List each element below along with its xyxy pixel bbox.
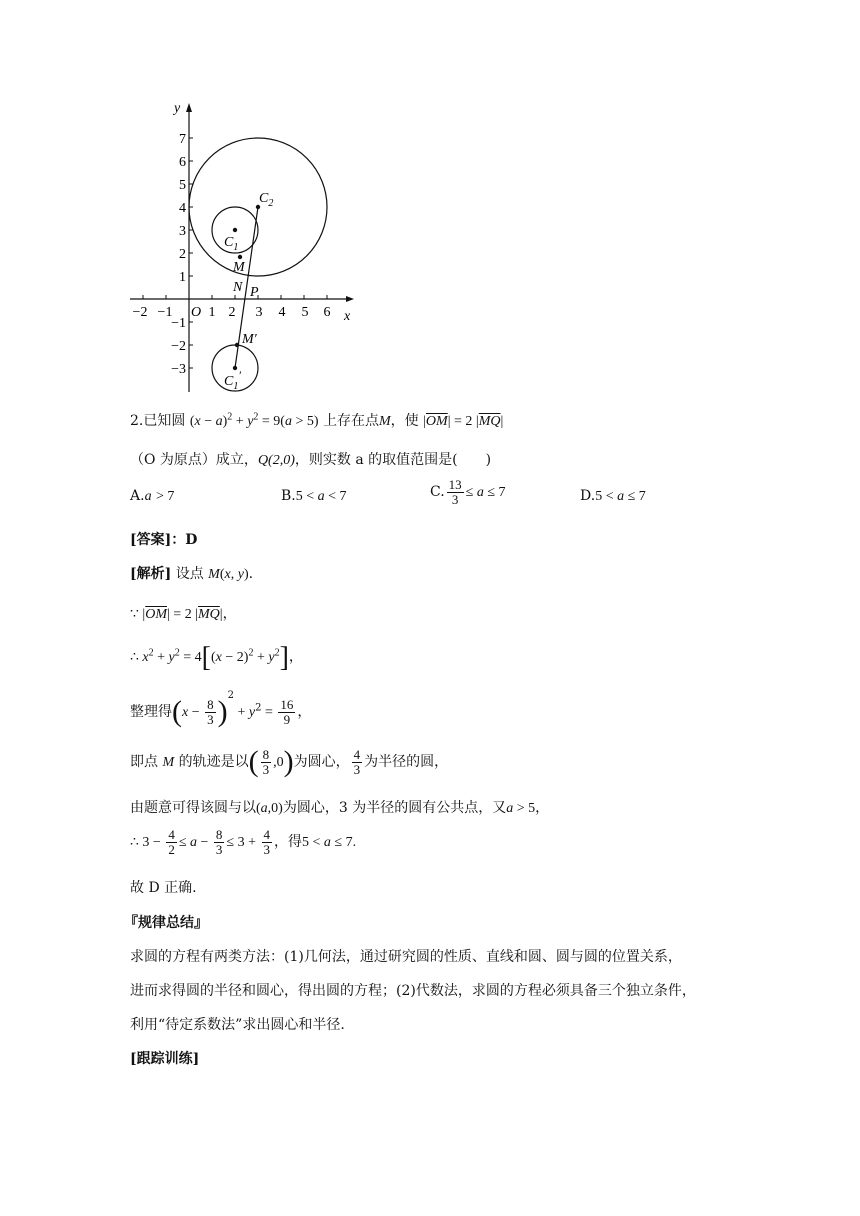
y-tick-label: 3 [179,224,186,239]
analysis-line2: ∵ $|\overline{OM}| = 2$ $|\overline{MQ}|$， [130,607,237,622]
analysis-conclusion: 故 D 正确. [130,880,197,896]
point-label-m: M [233,260,245,275]
point-label-c1: $C_1$ [224,235,239,253]
x-tick-label: 6 [323,305,331,320]
summary-line: 求圆的方程有两类方法：(1)几何法，通过研究圆的性质、直线和圆、圆与圆的位置关系， [130,949,682,965]
option-d[interactable]: D.5 < a ≤ 7 [580,488,646,504]
y-tick-label: 5 [179,178,186,193]
follow-up-title: [跟踪训练] [130,1051,200,1067]
answer-line: [答案]：D [130,532,198,548]
analysis-line4: 整理得(x − $\frac{8}{3}$ )$^2 + y^2$ = $\frac{16}{9}$ ， [130,690,312,728]
analysis-line6: 由题意可得该圆与以(a,0)为圆心，3 为半径的圆有公共点，又a > 5， [130,800,550,816]
x-tick-label: 2 [228,305,236,320]
axis-y-label: y [174,101,181,116]
y-tick-label: −1 [171,316,186,331]
y-tick-label: 7 [179,132,186,147]
point-m: M [378,414,391,429]
point-label-p: P [250,285,259,300]
point-label-c1-prime: $C_1'$ [224,368,241,392]
y-tick-label: 2 [179,247,186,262]
summary-line: 利用“待定系数法”求出圆心和半径. [130,1017,345,1033]
analysis-line3: ∴ $x^2 + y^2 = 4[(x - 2)^2 + y^2]$， [130,642,303,673]
point-label-m-prime: M′ [242,332,257,347]
summary-line: 进而求得圆的半径和圆心，得出圆的方程；(2)代数法，求圆的方程必须具备三个独立条件， [130,983,696,999]
problem-condition: 上存在点 [322,413,379,429]
problem-statement-line1: 2.已知圆 $(x - a)^2 + y^2 = 9(a > 5)$ 上存在点M，使 $|\overline{OM}| = 2$ $|\overline{MQ}|$ [130,411,504,429]
x-axis-arrow [346,296,354,302]
point-label-c2: $C_2$ [259,191,274,209]
analysis-label: [解析] [130,566,172,582]
option-c[interactable]: C. $\frac{13}{3}$ ≤ a ≤ 7 [430,477,506,507]
y-tick-label: −3 [171,362,186,377]
option-a[interactable]: A.a > 7 [130,488,175,504]
summary-title: 『规律总结』 [124,915,208,931]
y-tick-label: 4 [179,201,186,216]
analysis-line5: 即点 M 的轨迹是以( $\frac{8}{3}$ ,0)为圆心， $\frac{4}{3}$ 为半径的圆， [130,745,449,778]
y-tick-label: −2 [171,339,186,354]
x-tick-label: 5 [301,305,309,320]
option-b[interactable]: B.5 < a < 7 [281,488,347,504]
problem-ask: ，则实数 a 的取值范围是( ) [294,452,492,468]
problem-prefix: 2.已知圆 [130,413,186,429]
answer-value: D [185,532,198,548]
problem-statement-line2 [130,449,491,469]
analysis-line1: [解析] 设点 M(x, y). [130,566,254,582]
axis-x-label: x [344,309,351,324]
y-tick-label: 6 [179,155,186,170]
y-axis-arrow [186,103,192,112]
x-tick-label: −1 [157,305,173,320]
y-tick-label: 1 [179,270,186,285]
point-q: Q(2,0) [257,453,295,468]
analysis-line7: ∴ 3 − $\frac{4}{2}$ ≤ a − $\frac{8}{3}$ ≤ 3 + $\frac{4}{3}$ ，得5 < a ≤ 7. [130,827,357,857]
problem-comma: ，使 [390,413,419,429]
origin-label: O [191,305,202,320]
coordinate-figure [120,98,360,398]
problem-origin-note: （O 为原点）成立， [130,452,258,468]
x-tick-label: 4 [278,305,286,320]
point-label-n: N [233,280,243,295]
x-tick-label: −2 [132,305,148,320]
x-tick-label: 3 [255,305,263,320]
x-tick-label: 1 [208,305,216,320]
